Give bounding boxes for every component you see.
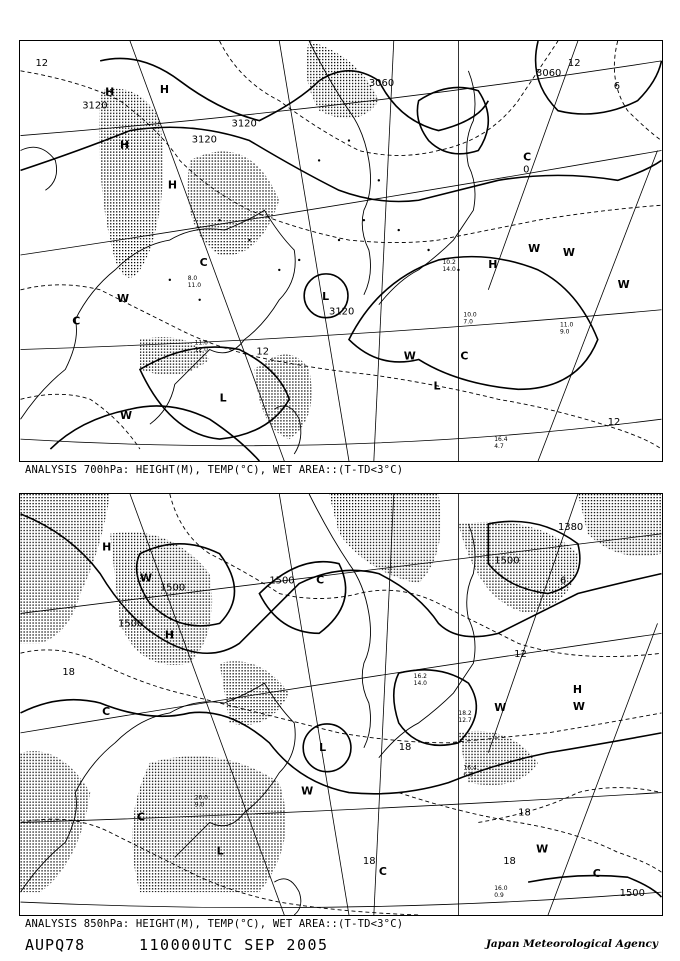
high-center-label: H	[488, 257, 498, 271]
low-center-label: L	[216, 844, 224, 858]
high-center-label: H	[164, 628, 174, 642]
high-center-label: H	[102, 540, 112, 554]
cold-center-label: C	[102, 704, 111, 718]
cold-center-label: C	[72, 314, 81, 328]
cold-center-label: C	[378, 865, 387, 879]
height-label: 3120	[231, 118, 257, 130]
height-label: 1500	[619, 888, 645, 900]
caption-850hpa: ANALYSIS 850hPa: HEIGHT(M), TEMP(°C), WET AREA::(T-TD<3°C)	[25, 918, 404, 930]
station-dewpoint: 11.0	[187, 281, 202, 289]
height-label: 3060	[536, 67, 562, 79]
analysis-700hpa-map	[19, 40, 663, 462]
warm-center-label: W	[617, 277, 630, 291]
height-label: 1500	[118, 618, 144, 630]
isotherm-label: 12	[514, 649, 527, 661]
station-dewpoint: 4.7	[494, 443, 504, 451]
wet-areas	[21, 494, 662, 892]
height-label: 3120	[191, 134, 218, 146]
agency-credit: Japan Meteorological Agency	[485, 938, 658, 950]
caption-700hpa: ANALYSIS 700hPa: HEIGHT(M), TEMP(°C), WET AREA::(T-TD<3°C)	[25, 464, 404, 476]
cold-center-label: C	[460, 349, 469, 363]
high-center-label: H	[167, 178, 177, 192]
valid-time: 110000UTC SEP 2005	[139, 936, 329, 954]
warm-center-label: W	[301, 784, 314, 798]
high-center-label: H	[105, 85, 115, 99]
station-dewpoint: 12.0	[194, 346, 208, 354]
station-dewpoint: 14.0	[442, 265, 456, 273]
cold-center-label: C	[523, 150, 532, 164]
high-center-label: H	[572, 683, 583, 697]
cold-center-label: C	[316, 573, 325, 587]
isotherm-label: 18	[503, 856, 516, 868]
high-center-label: H	[159, 82, 170, 96]
isotherm-label: 6	[559, 575, 567, 587]
high-center-label: H	[120, 138, 130, 152]
isotherm-label: 6	[613, 80, 621, 92]
warm-center-label: W	[528, 241, 541, 255]
isotherm-label: 0	[523, 164, 530, 176]
warm-center-label: W	[536, 842, 549, 856]
low-center-label: L	[319, 740, 327, 754]
warm-center-label: W	[403, 349, 416, 363]
station-temp: 16.2	[413, 673, 427, 681]
station-temp: 20.0	[194, 794, 208, 802]
low-center-label: L	[433, 379, 441, 393]
isotherm-label: 12	[256, 346, 270, 358]
warm-center-label: W	[562, 245, 576, 259]
station-temp: 10.2	[442, 258, 456, 266]
warm-center-label: W	[494, 700, 507, 714]
warm-center-label: W	[572, 699, 585, 713]
warm-center-label: W	[139, 571, 153, 585]
station-temp: 16.0	[494, 885, 508, 893]
station-dewpoint: 9.0	[194, 801, 205, 809]
station-dewpoint: 9.0	[559, 328, 570, 336]
map-850-svg	[20, 494, 662, 915]
station-temp: 11.0	[194, 339, 208, 347]
isotherm-label: 18	[398, 741, 412, 753]
station-dewpoint: 12.7	[458, 716, 472, 724]
cold-center-label: C	[136, 810, 146, 824]
station-temp: 10.0	[463, 311, 477, 319]
station-values	[188, 259, 574, 450]
low-center-label: L	[219, 391, 227, 405]
station-temp: 18.2	[458, 709, 472, 717]
height-label: 3120	[82, 100, 108, 112]
height-label: 3060	[368, 77, 395, 89]
chart-identifier: AUPQ78	[25, 936, 86, 954]
station-dewpoint: 7.0	[463, 318, 473, 326]
low-center-label: L	[322, 289, 330, 303]
cold-center-label: C	[199, 255, 208, 269]
station-dewpoint: 14.0	[413, 680, 427, 688]
cold-center-label: C	[592, 867, 601, 881]
height-label: 1500	[159, 582, 186, 594]
station-temp: 8.0	[187, 274, 198, 282]
isotherm-label: 12	[567, 57, 581, 69]
isotherm-label: 12	[607, 417, 621, 429]
station-dewpoint: 6.0	[463, 771, 473, 779]
station-temp: 16.4	[463, 764, 477, 772]
station-temp: 16.4	[494, 436, 508, 444]
isotherm-label: 18	[62, 667, 75, 679]
height-label: 1380	[557, 521, 584, 533]
map-700-svg	[20, 41, 662, 461]
wet-areas	[99, 41, 379, 439]
station-temp: 11.0	[559, 321, 574, 329]
warm-center-label: W	[117, 291, 130, 305]
height-label: 3120	[329, 306, 355, 318]
station-dewpoint: 0.9	[494, 892, 504, 900]
analysis-850hpa-map	[19, 493, 663, 916]
isotherm-label: 18	[362, 856, 376, 868]
isotherm-label: 18	[518, 807, 531, 819]
warm-center-label: W	[120, 409, 133, 423]
height-label: 1500	[494, 555, 520, 567]
isotherm-label: 12	[35, 57, 49, 69]
height-label: 1500	[269, 575, 295, 587]
